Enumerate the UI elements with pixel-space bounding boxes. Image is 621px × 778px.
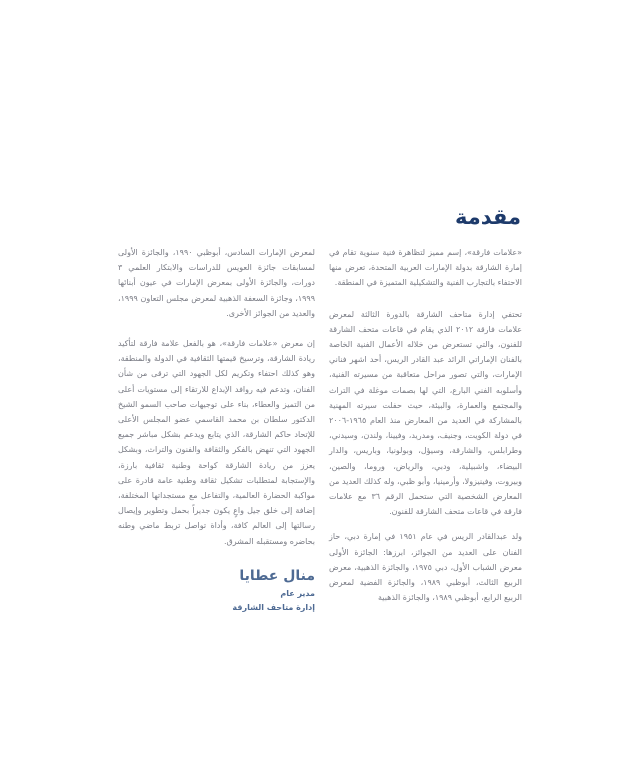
signature-block [118, 565, 315, 615]
paragraph-awards: لمعرض الإمارات السادس، أبوظبي ١٩٩٠، والجائزة الأولى لمسابقات جائزة العويس للدراسات والابتكار العلمي ٣ دورات، والجائزة الأولى بمعرض الإمارات في عيون أبنائها ١٩٩٩، وجائزة السعفة الذهبية لمعرض مجلس التعاون ١٩٩٩، والعديد من الجوائز الأخرى. [118, 248, 315, 318]
signature-name: منال عطايا [239, 567, 315, 584]
signature-role: مدير عام [280, 588, 315, 598]
text-column-right [329, 245, 522, 621]
paragraph-artist-bio: ولد عبدالقادر الريس في عام ١٩٥١ في إمارة دبي، حاز الفنان على العديد من الجوائز، ابرزها: الجائزة الأولى معرض الشباب الأول، دبي ١٩٧٥، والجائزة الذهبية، معرض الربيع الثالث، أبوظبي ١٩٨٩، والجائزة الفضية لمعرض الربيع الرابع، أبوظبي ١٩٨٩، والجائزة الذهبية [329, 532, 523, 603]
paragraph-significance: إن معرض «علامات فارقة»، هو بالفعل علامة فارقة لتأكيد ريادة الشارقة، وترسيخ قيمتها الثقافية في الدولة والمنطقة، وهو كذلك احتفاء وتكريم لكل الجهود التي ترقى من شأن الفنان، وتدعم فيه روافد الإبداع للارتقاء إلى مستويات أعلى من التميز والعطاء، بناء على توجيهات صاحب السمو الشيخ الدكتور سلطان بن محمد القاسمي عضو المجلس الأعلى للإتحاد حاكم الشارقة، الذي يتابع ويدعم بشكل مباشر جميع الجهود التي تنهض بالفكر والثقافة والفنون والتراث، وبشكل يعزز من ريادة الشارقة كواحة وطنية ثقافية بارزة، والإستجابة لمتطلبات تشكيل ثقافة وطنية عامة قادرة على مواكبة الحضارة العالمية، والتفاعل مع مستجداتها المختلفة، إضافة إلى خلق جيل واعٍ يكون جديراً بحمل وتطوير وإيصال رسالتها إلى العالم كافة، وأداة تواصل تربط ماضي وطنه بحاضره ومستقبله المشرق. [118, 339, 315, 546]
text-column-left [118, 245, 315, 615]
paragraph-intro: «علامات فارقة»، إسم مميز لتظاهرة فنية سنوية تقام في إمارة الشارقة بدولة الإمارات العربية المتحدة، تعرض منها الاحتفاء بالتجارب الفنية والتشكيلية المتميزة في المنطقة. [329, 248, 522, 288]
signature-organization: إدارة متاحف الشارقة [232, 602, 315, 612]
paragraph-exhibition: تحتفي إدارة متاحف الشارقة بالدورة الثالثة لمعرض علامات فارقة ٢٠١٢ الذي يقام في قاعات متحف الشارقة للفنون، والتي تستعرض من خلاله الأعمال الفنية الخاصة بالفنان الإماراتي الرائد عبد القادر الريس، أحد اشهر فناني الإمارات، والتي تصور مراحل متعاقبة من مسيرته الفنية، وأسلوبه الفني البارع، التي لها بصمات موغلة في التراث والمجتمع والعمارة، والبيئة، حيث حفلت سيرته المهنية بالمشاركة في العديد من المعارض منذ العام ١٩٦٥-٢٠٠٦ في دولة الكويت، وجنيف، ومدريد، وفيينا، ولندن، وسيدني، وطرابلس، والشارقة، وسيؤل، وبولونيا، وباريس، والدار البيضاء، واشبيلية، ودبي، والرياض، وروما، والصين، وبيروت، وفينيزولا، وأرمينيا، وأبو ظبي، وله كذلك العديد من المعارض الشخصية التي ستحمل الرقم ٣٦ مع علامات فارقة في قاعات متحف الشارقة للفنون. [329, 309, 522, 517]
page-title: مقدمة [455, 205, 521, 229]
